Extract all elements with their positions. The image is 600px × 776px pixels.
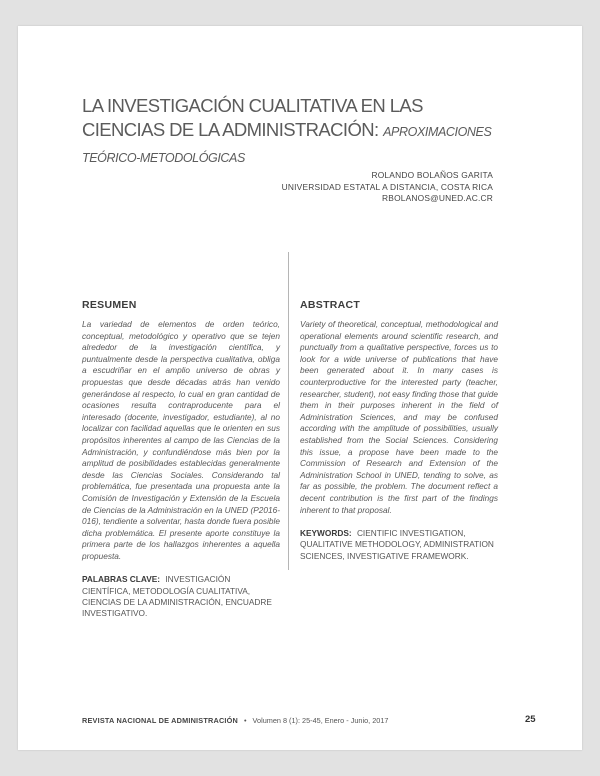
author-name: ROLANDO BOLAÑOS GARITA [371, 170, 493, 180]
title-subtitle: APROXIMACIONES TEÓRICO-METODOLÓGICAS [82, 125, 492, 165]
column-divider [288, 252, 289, 570]
footer-separator: • [243, 716, 247, 725]
palabras-clave [82, 574, 280, 619]
abstract-section [300, 299, 498, 562]
author-affiliation: UNIVERSIDAD ESTATAL A DISTANCIA, COSTA RICA [281, 181, 493, 192]
title-main: LA INVESTIGACIÓN CUALITATIVA EN LAS CIENCIAS DE LA ADMINISTRACIÓN: [82, 95, 423, 140]
page-number: 25 [525, 714, 536, 725]
resumen-section [82, 299, 280, 619]
abstract-text: Variety of theoretical, conceptual, methodological and operational elements around scientific research, and punctually from a qualitative perspective, forces us to look for a wide universe of publications that have been generated about it. In many cases is counterproductive for the interested party (teacher, researcher, student), not easy finding those that guide them in their purposes inherent in the field of Administration Sciences, and may be confused according with the amplitude of possibilities, usually established from the Social Sciences. Considering this issue, a propose have been made to the Commission of Research and Extension of the Administration School in UNED, tending to solve, as far as possible, the problem. The document reflect a decent contribution is the first part of the findings inherent to that proposal. [300, 319, 498, 515]
keywords-label: KEYWORDS: [300, 528, 352, 539]
palabras-clave-label: PALABRAS CLAVE: [82, 574, 161, 585]
resumen-heading: RESUMEN [82, 299, 137, 311]
article-title [82, 94, 502, 170]
palabras-clave-list: INVESTIGACIÓN CIENTÍFICA, METODOLOGÍA CUALITATIVA, CIENCIAS DE LA ADMINISTRACIÓN, ENCUADRE INVESTIGATIVO. [82, 574, 272, 619]
issue-info: Volumen 8 (1): 25-45, Enero - Junio, 2017 [252, 716, 389, 725]
page-footer [82, 716, 388, 725]
author-block [282, 170, 493, 205]
author-email[interactable]: RBOLANOS@UNED.AC.CR [382, 193, 493, 203]
journal-name: REVISTA NACIONAL DE ADMINISTRACIÓN [82, 716, 238, 725]
abstract-heading: ABSTRACT [300, 299, 361, 311]
resumen-text: La variedad de elementos de orden teórico, conceptual, metodológico y operativo que se tejen alrededor de la investigación científica, y puntualmente desde la perspectiva cualitativa, obliga a escudriñar en el amplio universo de obras y propuestas que desde décadas atrás han venido generándose al respecto, lo cual en gran cantidad de ocasiones resulta contraproducente para el interesado (docente, investigador, estudiante), al no localizar con facilidad aquellas que le orienten en sus propósitos inherentes al campo de las Ciencias de la Administración, y confundiéndose más bien por la amplitud de posibilidades establecidas generalmente desde las Ciencias Sociales. Considerando tal problemática, fue presentada una propuesta ante la Comisión de Investigación y Extensión de la Escuela de Ciencias de la Administración en la UNED (P2016-016), tendiente a solventar, hasta donde fuera posible dicha problemática. El presente aporte constituye la primera parte de los hallazgos inherentes a aquella propuesta. [82, 319, 280, 561]
keywords-list: CIENTIFIC INVESTIGATION, QUALITATIVE METHODOLOGY, ADMINISTRATION SCIENCES, INVESTIGATIVE FRAMEWORK. [300, 528, 494, 561]
keywords [300, 528, 498, 562]
